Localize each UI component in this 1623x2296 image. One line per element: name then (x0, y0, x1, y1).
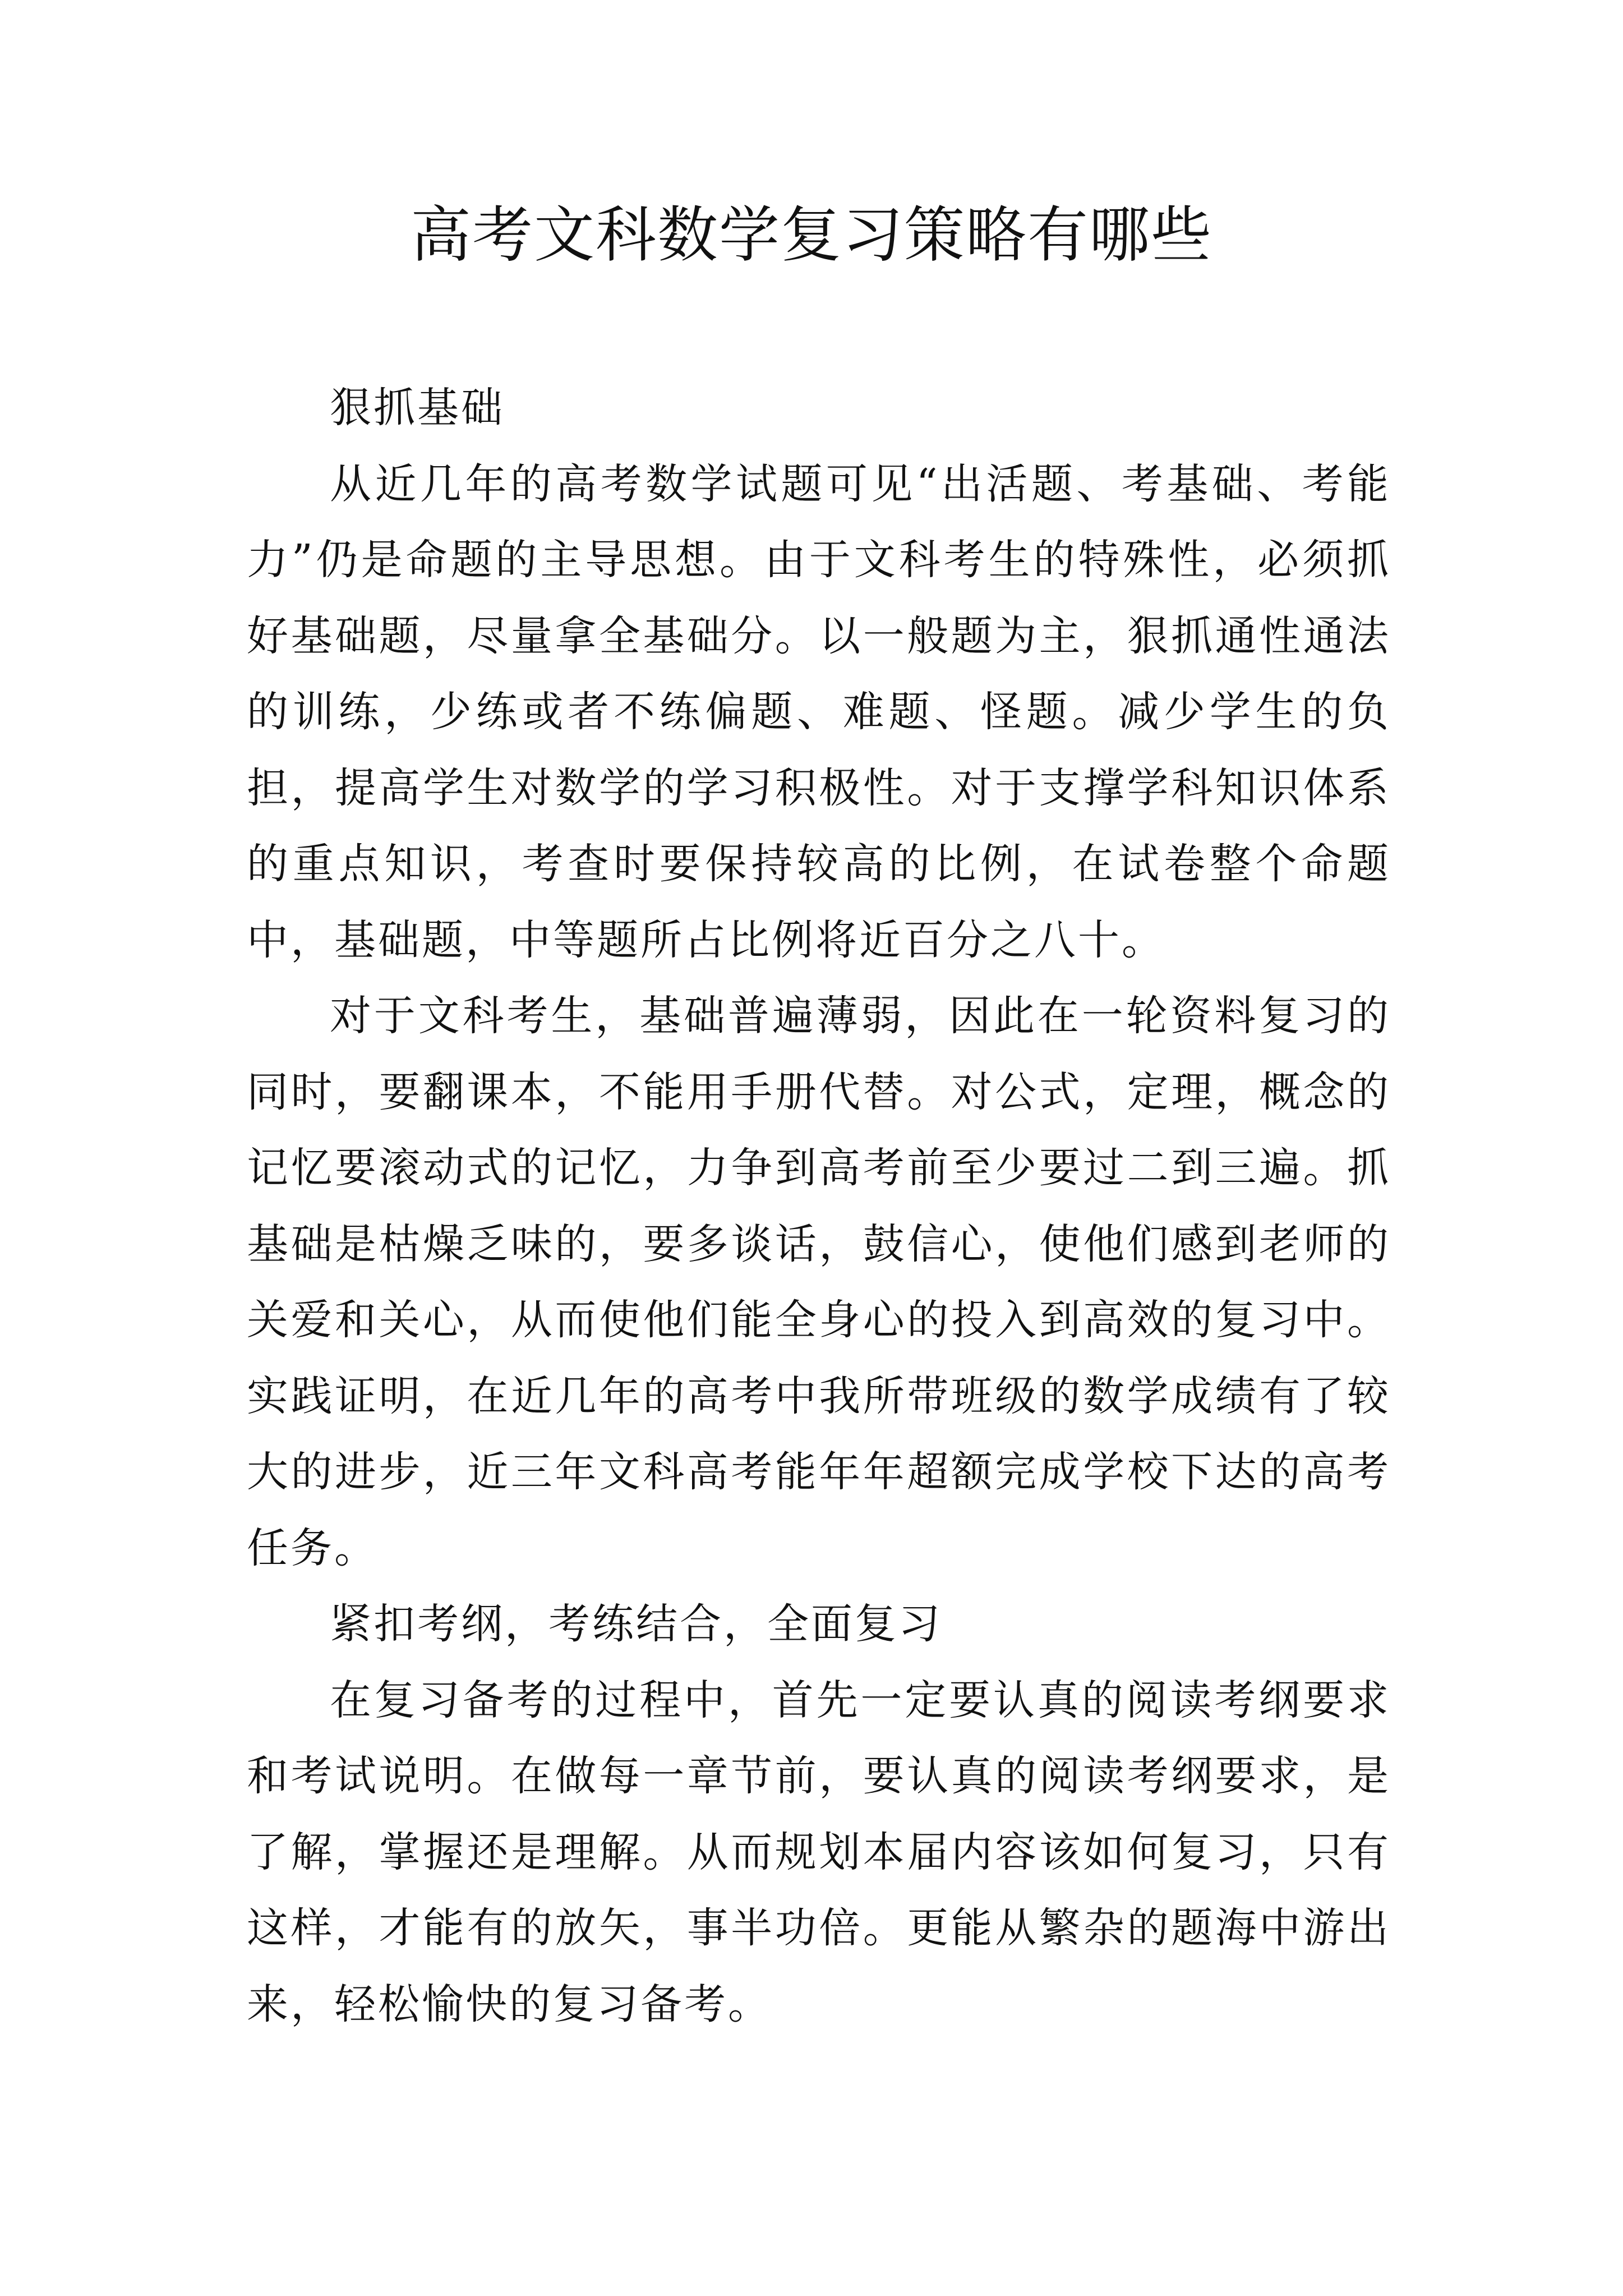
paragraph-syllabus-1: 在复习备考的过程中，首先一定要认真的阅读考纲要求和考试说明。在做每一章节前，要认真的阅读考纲要求，是了解，掌握还是理解。从而规划本届内容该如何复习，只有这样，才能有的放矢，事半功倍。更能从繁杂的题海中游出来，轻松愉快的复习备考。 (247, 1676, 1391, 2028)
paragraph-foundation-2: 对于文科考生，基础普遍薄弱，因此在一轮资料复习的同时，要翻课本，不能用手册代替。对公式，定理，概念的记忆要滚动式的记忆，力争到高考前至少要过二到三遍。抓基础是枯燥乏味的，要多谈话，鼓信心，使他们感到老师的关爱和关心，从而使他们能全身心的投入到高效的复习中。实践证明，在近几年的高考中我所带班级的数学成绩有了较大的进步，近三年文科高考能年年超额完成学校下达的高考任务。 (247, 992, 1391, 1572)
section-heading-foundation: 狠抓基础 (330, 384, 505, 432)
paragraph-foundation-1: 从近几年的高考数学试题可见“出活题、考基础、考能力”仍是命题的主导思想。由于文科考生的特殊性，必须抓好基础题，尽量拿全基础分。以一般题为主，狠抓通性通法的训练，少练或者不练偏题、难题、怪题。减少学生的负担，提高学生对数学的学习积极性。对于支撑学科知识体系的重点知识，考查时要保持较高的比例，在试卷整个命题中，基础题，中等题所占比例将近百分之八十。 (247, 459, 1391, 964)
section-heading-syllabus: 紧扣考纲，考练结合，全面复习 (330, 1600, 942, 1648)
document-title: 高考文科数学复习策略有哪些 (410, 200, 1212, 270)
document-body (247, 370, 1391, 2042)
